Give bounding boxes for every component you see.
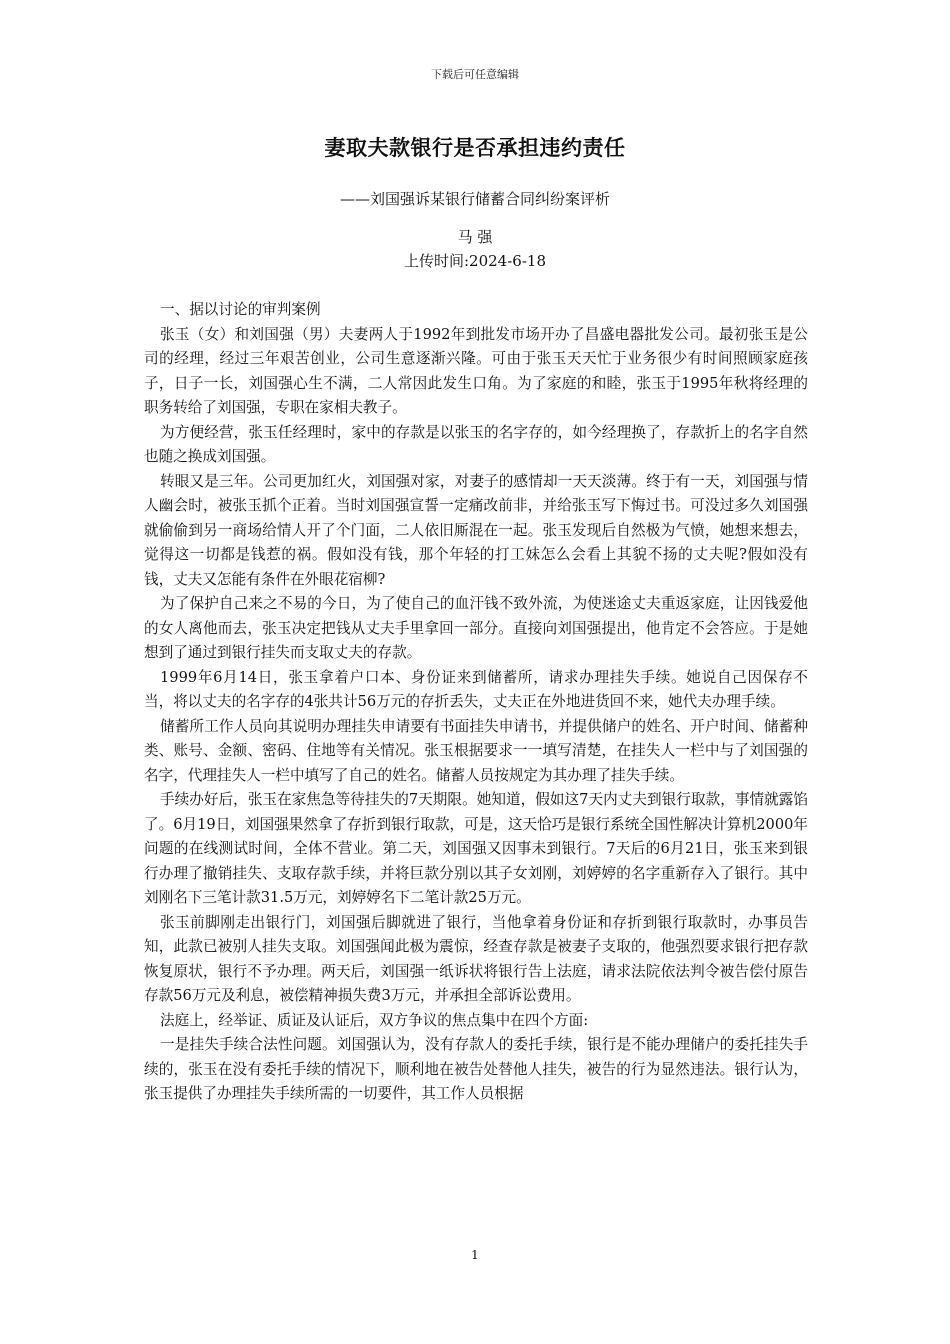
body-paragraph: 1999年6月14日，张玉拿着户口本、身份证来到储蓄所，请求办理挂失手续。她说自己因保存不当，将以丈夫的名字存的4张共计56万元的存折丢失，丈夫正在外地进货回不来，她代夫办理手续。 [144,668,808,710]
document-title: 妻取夫款银行是否承担违约责任 [324,135,626,160]
document-subtitle: ——刘国强诉某银行储蓄合同纠纷案评析 [339,190,610,208]
page-header: 下载后可任意编辑 [431,68,519,81]
page-number: 1 [471,1248,479,1262]
section-heading: 一、据以讨论的审判案例 [160,301,321,318]
body-paragraph: 储蓄所工作人员向其说明办理挂失申请要有书面挂失申请书，并提供储户的姓名、开户时间、储蓄种类、账号、金额、密码、住地等有关情况。张玉根据要求一一填写清楚，在挂失人一栏中与了刘国强的名字，代理挂失人一栏中填写了自己的姓名。储蓄人员按规定为其办理了挂失手续。 [144,717,808,784]
document-body [144,298,808,1107]
body-paragraph: 转眼又是三年。公司更加红火，刘国强对家，对妻子的感情却一天天淡薄。终于有一天，刘国强与情人幽会时，被张玉抓个正着。当时刘国强宣誓一定痛改前非，并给张玉写下悔过书。可没过多久刘国强就偷偷到另一商场给情人开了个门面，二人依旧厮混在一起。张玉发现后自然极为气愤，她想来想去，觉得这一切都是钱惹的祸。假如没有钱，那个年轻的打工妹怎么会看上其貌不扬的丈夫呢?假如没有钱，丈夫又怎能有条件在外眼花宿柳? [144,472,808,588]
body-paragraph: 张玉（女）和刘国强（男）夫妻两人于1992年到批发市场开办了昌盛电器批发公司。最初张玉是公司的经理，经过三年艰苦创业，公司生意逐渐兴隆。可由于张玉天天忙于业务很少有时间照顾家庭孩子，日子一长，刘国强心生不满，二人常因此发生口角。为了家庭的和睦，张玉于1995年秋将经理的职务转给了刘国强，专职在家相夫教子。 [144,325,808,416]
body-paragraph: 一是挂失手续合法性问题。刘国强认为，没有存款人的委托手续，银行是不能办理储户的委托挂失手续的，张玉在没有委托手续的情况下，顺利地在被告处替他人挂失，被告的行为显然违法。银行认为，张玉提供了办理挂失手续所需的一切要件，其工作人员根据 [144,1036,808,1102]
body-paragraph: 张玉前脚刚走出银行门，刘国强后脚就进了银行，当他拿着身份证和存折到银行取款时，办事员告知，此款已被别人挂失支取。刘国强闻此极为震惊，经查存款是被妻子支取的，他强烈要求银行把存款恢复原状，银行不予办理。两天后，刘国强一纸诉状将银行告上法庭，请求法院依法判令被告偿付原告存款56万元及利息，被偿精神损失费3万元，并承担全部诉讼费用。 [144,913,808,1004]
upload-time: 上传时间:2024-6-18 [404,252,546,270]
body-paragraph: 为了保护自己来之不易的今日，为了使自己的血汗钱不致外流，为使迷途丈夫重返家庭，让因钱爱他的女人离他而去，张玉决定把钱从丈夫手里拿回一部分。直接向刘国强提出，他肯定不会答应。于是她想到了通过到银行挂失而支取丈夫的存款。 [144,595,808,661]
body-paragraph: 法庭上，经举证、质证及认证后，双方争议的焦点集中在四个方面: [160,1011,589,1029]
body-paragraph: 手续办好后，张玉在家焦急等待挂失的7天期限。她知道，假如这7天内丈夫到银行取款，事情就露馅了。6月19日，刘国强果然拿了存折到银行取款，可是，这天恰巧是银行系统全国性解决计算机2000年问题的在线测试时间，全体不营业。第二天，刘国强又因事未到银行。7天后的6月21日，张玉来到银行办理了撤销挂失、支取存款手续，并将巨款分别以其子女刘刚，刘婷婷的名字重新存入了银行。其中刘刚名下三笔计款31.5万元，刘婷婷名下二笔计款25万元。 [144,791,808,906]
author-name: 马 强 [457,228,493,246]
body-paragraph: 为方便经营，张玉任经理时，家中的存款是以张玉的名字存的，如今经理换了，存款折上的名字自然也随之换成刘国强。 [144,423,808,465]
